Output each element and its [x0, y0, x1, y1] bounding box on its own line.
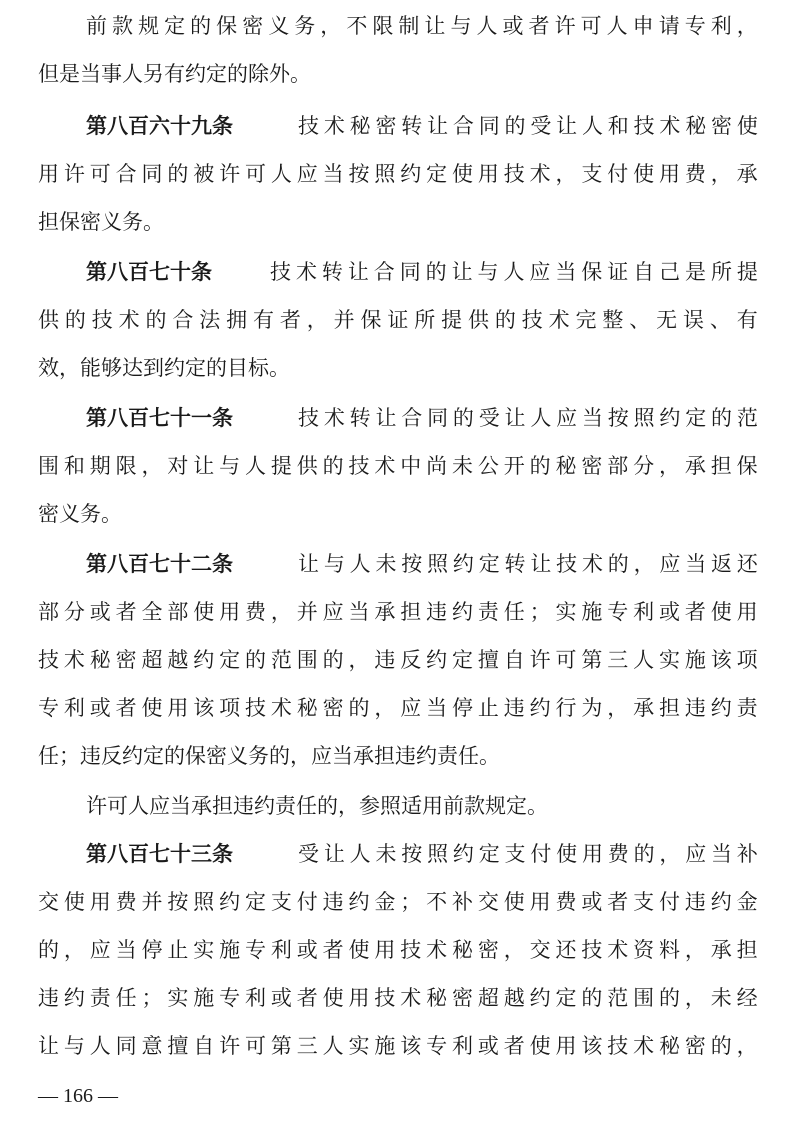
- paragraph-line: 围 和 期 限 ， 对 让 与 人 提 供 的 技 术 中 尚 未 公 开 的 秘 密 部 分 ， 承 担 保: [38, 454, 758, 478]
- paragraph-line: 专 利 或 者 使 用 该 项 技 术 秘 密 的 ， 应 当 停 止 违 约 行 为 ， 承 担 违 约 责: [38, 696, 758, 720]
- article-number: 第八百七十二条: [86, 552, 233, 576]
- paragraph-line: 前 款 规 定 的 保 密 义 务 ， 不 限 制 让 与 人 或 者 许 可 人 申 请 专 利 ，: [86, 14, 758, 38]
- paragraph-line: 的 ， 应 当 停 止 实 施 专 利 或 者 使 用 技 术 秘 密 ， 交 还 技 术 资 料 ， 承 担: [38, 938, 758, 962]
- paragraph-line: 技 术 转 让 合 同 的 让 与 人 应 当 保 证 自 己 是 所 提: [270, 260, 758, 284]
- paragraph-line: 技 术 转 让 合 同 的 受 让 人 应 当 按 照 约 定 的 范: [298, 406, 758, 430]
- article-number: 第八百七十条: [86, 260, 212, 284]
- article-871-first-line: [86, 398, 758, 438]
- paragraph-line: 违 约 责 任 ； 实 施 专 利 或 者 使 用 技 术 秘 密 超 越 约 定 的 范 围 的 ， 未 经: [38, 986, 758, 1010]
- article-870-first-line: [86, 252, 758, 292]
- paragraph-line: 让 与 人 未 按 照 约 定 转 让 技 术 的 ， 应 当 返 还: [298, 552, 758, 576]
- paragraph-line: 许可人应当承担违约责任的，参照适用前款规定。: [86, 794, 548, 818]
- paragraph-line: 效，能够达到约定的目标。: [38, 356, 290, 380]
- paragraph-line: 用 许 可 合 同 的 被 许 可 人 应 当 按 照 约 定 使 用 技 术 ， 支 付 使 用 费 ， 承: [38, 162, 758, 186]
- paragraph-line: 密义务。: [38, 502, 122, 526]
- paragraph-line: 技 术 秘 密 超 越 约 定 的 范 围 的 ， 违 反 约 定 擅 自 许 可 第 三 人 实 施 该 项: [38, 648, 758, 672]
- paragraph-line: 部 分 或 者 全 部 使 用 费 ， 并 应 当 承 担 违 约 责 任 ； 实 施 专 利 或 者 使 用: [38, 600, 758, 624]
- paragraph-line: 受 让 人 未 按 照 约 定 支 付 使 用 费 的 ， 应 当 补: [298, 842, 758, 866]
- paragraph-line: 任；违反约定的保密义务的，应当承担违约责任。: [38, 744, 500, 768]
- article-872-first-line: [86, 544, 758, 584]
- paragraph-line: 交 使 用 费 并 按 照 约 定 支 付 违 约 金 ； 不 补 交 使 用 费 或 者 支 付 违 约 金: [38, 890, 758, 914]
- article-number: 第八百七十三条: [86, 842, 233, 866]
- paragraph-line: 但是当事人另有约定的除外。: [38, 62, 311, 86]
- article-number: 第八百六十九条: [86, 114, 233, 138]
- article-873-first-line: [86, 834, 758, 874]
- paragraph-line: 供 的 技 术 的 合 法 拥 有 者 ， 并 保 证 所 提 供 的 技 术 完 整 、 无 误 、 有: [38, 308, 758, 332]
- paragraph-line: 技 术 秘 密 转 让 合 同 的 受 让 人 和 技 术 秘 密 使: [298, 114, 758, 138]
- paragraph-line: 担保密义务。: [38, 210, 164, 234]
- page-number: — 166 —: [38, 1085, 118, 1107]
- article-number: 第八百七十一条: [86, 406, 233, 430]
- paragraph-line: 让 与 人 同 意 擅 自 许 可 第 三 人 实 施 该 专 利 或 者 使 用 该 技 术 秘 密 的 ，: [38, 1034, 758, 1058]
- article-869-first-line: [86, 106, 758, 146]
